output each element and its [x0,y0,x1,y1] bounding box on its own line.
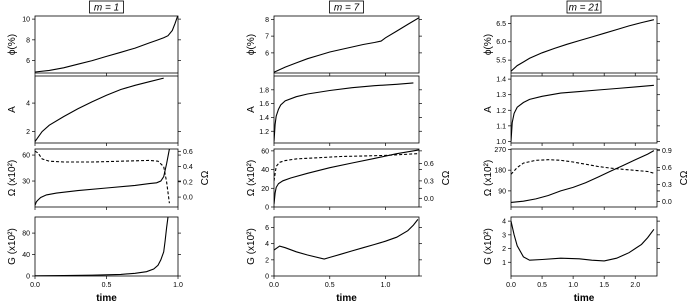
y-tick-label: 1.4 [259,114,269,122]
y2-tick-label: 0.6 [183,148,193,156]
y-tick-label: 2 [265,257,269,265]
y-tick-label: 1.0 [496,138,506,146]
y2-axis-label: CΩ [679,170,690,186]
x-tick-label: 1.0 [568,282,578,289]
y-tick-label: 6.5 [496,20,506,28]
plot-frame [35,149,178,207]
plot-frame [274,217,419,276]
x-tick-label: 1.0 [380,282,391,289]
series-line-1 [35,149,169,205]
y-axis-label: ϕ(%) [7,33,18,56]
plot-frame [35,76,178,143]
plot-frame [511,149,657,207]
y2-tick-label: 0.0 [183,194,193,202]
y-tick-label: 8 [26,37,30,45]
series-line-1 [274,219,418,259]
panel-title: m = 7 [333,2,360,14]
y-tick-label: 1.2 [496,107,506,115]
y-tick-label: 6.0 [496,39,506,47]
y-axis-label: Ω (x10²) [7,159,18,197]
series-line-1 [511,151,654,203]
y2-tick-label: 0.9 [662,148,672,156]
series-line-1 [35,15,178,72]
plot-frame [274,149,419,207]
y-tick-label: 1.2 [259,128,269,136]
y-axis-label: G (x10²) [7,228,18,265]
plot-frame [35,16,178,73]
y-tick-label: 90 [498,188,506,196]
y2-tick-label: 0.0 [662,198,672,206]
y-tick-label: 4 [26,100,30,108]
series-line-1 [511,221,654,261]
y-tick-label: 1.3 [496,92,506,100]
chart-column-3 [483,1,690,304]
series-line-1 [35,78,164,142]
y2-tick-label: 0.3 [662,181,672,189]
series-line-2 [511,160,654,175]
chart-column-2 [246,1,452,304]
y-axis-label: G (x10²) [246,228,257,265]
y-tick-label: 10 [22,16,30,24]
plot-frame [274,76,419,143]
y-tick-label: 1.6 [259,101,269,109]
subplot-1 [7,15,181,76]
plot-frame [511,76,657,143]
series-line-1 [35,217,168,276]
y2-tick-label: 0.6 [424,161,434,168]
x-tick-label: 0.0 [30,282,40,289]
y-tick-label: 4 [502,218,506,226]
y-tick-label: 1.4 [496,76,506,84]
y-tick-label: 1.1 [496,123,506,131]
y-tick-label: 180 [494,167,506,175]
subplot-1 [246,16,422,76]
y-tick-label: 0 [265,204,269,212]
series-line-1 [274,18,419,72]
plot-frame [511,217,657,276]
y-tick-label: 1 [502,259,506,267]
subplot-4 [7,217,183,289]
panel-title: m = 21 [568,2,600,14]
subplot-1 [483,16,660,76]
subplot-4 [246,217,422,289]
series-line-1 [274,150,419,204]
y-tick-label: 2 [26,129,30,137]
x-tick-label: 1.0 [173,282,183,289]
y-axis-label: ϕ(%) [483,33,494,56]
y-tick-label: 3 [502,232,506,240]
subplot-4 [483,217,660,289]
y-tick-label: 1.8 [259,87,269,95]
y-tick-label: 0 [26,273,30,281]
series-line-1 [511,85,654,141]
subplot-2 [483,76,660,146]
y-axis-label: G (x10²) [483,228,494,265]
y-tick-label: 2 [502,246,506,254]
y-tick-label: 6 [26,58,30,66]
y-axis-label: A [7,106,18,113]
y2-tick-label: 0.4 [183,164,193,172]
x-tick-label: 2.0 [630,282,641,289]
y-axis-label: Ω (x10²) [483,159,494,197]
y-tick-label: 270 [494,146,506,154]
y-tick-label: 8 [265,16,269,24]
y-tick-label: 4 [265,241,269,249]
y2-tick-label: 0.0 [424,195,434,203]
x-tick-label: 0.5 [324,282,335,289]
x-axis-label: time [573,293,595,304]
subplot-3 [483,147,690,210]
x-tick-label: 0.0 [506,282,516,289]
subplot-2 [246,76,422,146]
y-tick-label: 20 [261,185,269,193]
series-line-2 [35,151,169,203]
x-tick-label: 0.5 [537,282,547,289]
y-axis-label: ϕ(%) [246,33,257,56]
x-axis-label: time [336,293,357,304]
y-axis-label: Ω (x10²) [246,159,257,197]
x-tick-label: 1.5 [599,282,610,289]
y-tick-label: 0 [265,273,269,281]
subplot-2 [7,76,181,146]
y2-tick-label: 0.2 [183,179,193,187]
x-axis-label: time [96,293,117,304]
y-tick-label: 6 [265,50,269,58]
y-tick-label: 30 [22,178,30,186]
y-tick-label: 7 [265,33,269,41]
plot-frame [274,16,419,73]
y-axis-label: A [246,106,257,113]
subplot-3 [246,148,452,211]
y2-axis-label: CΩ [200,170,211,186]
y2-axis-label: CΩ [441,170,452,186]
panel-title: m = 1 [93,2,120,14]
y-tick-label: 40 [22,252,30,260]
y-tick-label: 60 [261,148,269,156]
chart-column-1 [7,1,211,304]
y2-tick-label: 0.6 [662,165,672,173]
y-axis-label: A [483,106,494,113]
y2-tick-label: 0.3 [424,178,434,186]
y-tick-label: 80 [22,230,30,238]
x-tick-label: 0.5 [101,282,112,289]
y-tick-label: 5.5 [496,57,506,65]
y-tick-label: 40 [261,167,269,175]
subplot-3 [7,149,211,210]
y-tick-label: 6 [265,225,269,233]
y-tick-label: 60 [22,152,30,160]
series-line-1 [511,20,654,71]
series-line-1 [274,83,413,142]
x-tick-label: 0.0 [269,282,279,289]
